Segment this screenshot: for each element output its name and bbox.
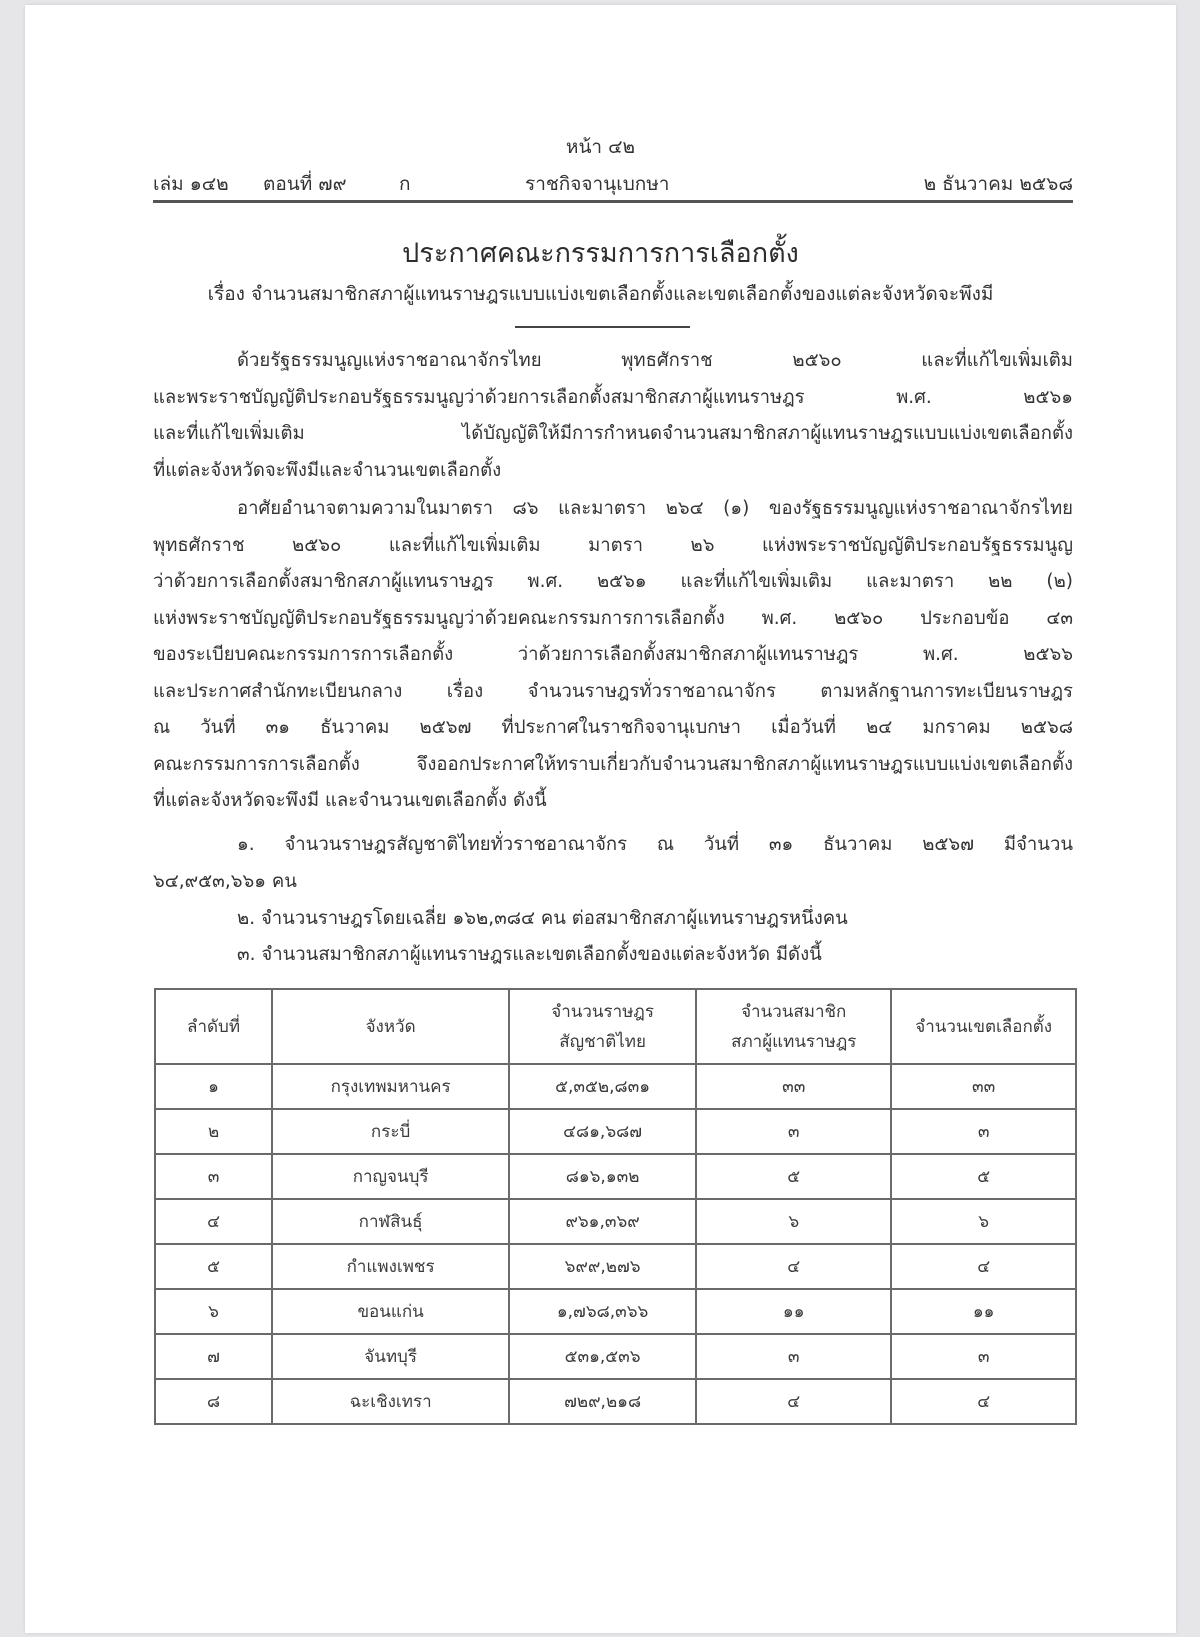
col-header-province: จังหวัด — [272, 989, 509, 1064]
page-number: หน้า ๔๒ — [565, 136, 636, 158]
volume-label: เล่ม ๑๔๒ — [153, 173, 229, 195]
text-line: คณะกรรมการการเลือกตั้ง จึงออกประกาศให้ทราบเกี่ยวกับจำนวนสมาชิกสภาผู้แทนราษฎรแบบแบ่งเขตเลือกตั้ง — [153, 753, 1073, 775]
text-line: และประกาศสำนักทะเบียนกลาง เรื่อง จำนวนราษฎรทั่วราชอาณาจักร ตามหลักฐานการทะเบียนราษฎร — [153, 680, 1073, 702]
cell-province: กรุงเทพมหานคร — [272, 1064, 509, 1109]
cell-districts: ๖ — [891, 1199, 1076, 1244]
gazette-header — [153, 169, 1073, 203]
cell-order: ๓ — [155, 1154, 272, 1199]
cell-districts: ๑๑ — [891, 1289, 1076, 1334]
cell-population: ๕๓๑,๕๓๖ — [509, 1334, 696, 1379]
document-subject: เรื่อง จำนวนสมาชิกสภาผู้แทนราษฎรแบบแบ่งเขตเลือกตั้งและเขตเลือกตั้งของแต่ละจังหวัดจะพึงมี — [207, 283, 994, 305]
col-header-districts: จำนวนเขตเลือกตั้ง — [891, 989, 1076, 1064]
section-label: ก — [399, 173, 411, 195]
cell-order: ๑ — [155, 1064, 272, 1109]
col-header-population: จำนวนราษฎร สัญชาติไทย — [509, 989, 696, 1064]
cell-districts: ๔ — [891, 1244, 1076, 1289]
text-line: อาศัยอำนาจตามความในมาตรา ๘๖ และมาตรา ๒๖๔ (๑) ของรัฐธรรมนูญแห่งราชอาณาจักรไทย — [237, 498, 1073, 519]
province-table — [154, 988, 1077, 1425]
cell-districts: ๔ — [891, 1379, 1076, 1424]
cell-province: ขอนแก่น — [272, 1289, 509, 1334]
text-line: ว่าด้วยการเลือกตั้งสมาชิกสภาผู้แทนราษฎร พ.ศ. ๒๕๖๑ และที่แก้ไขเพิ่มเติม และมาตรา ๒๒ (๒) — [153, 571, 1073, 592]
issue-label: ตอนที่ ๗๙ — [263, 173, 347, 195]
cell-population: ๔๘๑,๖๘๗ — [509, 1109, 696, 1154]
cell-mps: ๕ — [696, 1154, 891, 1199]
text-line: แห่งพระราชบัญญัติประกอบรัฐธรรมนูญว่าด้วยคณะกรรมการการเลือกตั้ง พ.ศ. ๒๕๖๐ ประกอบข้อ ๔๓ — [153, 607, 1073, 629]
paragraph-2 — [153, 491, 1073, 820]
cell-order: ๔ — [155, 1199, 272, 1244]
table-row — [155, 1289, 1076, 1334]
cell-population: ๑,๗๖๘,๓๖๖ — [509, 1289, 696, 1334]
cell-mps: ๖ — [696, 1199, 891, 1244]
publication-name: ราชกิจจานุเบกษา — [525, 173, 670, 195]
cell-province: กาญจนบุรี — [272, 1154, 509, 1199]
text-line: และพระราชบัญญัติประกอบรัฐธรรมนูญว่าด้วยการเลือกตั้งสมาชิกสภาผู้แทนราษฎร พ.ศ. ๒๕๖๑ — [153, 386, 1073, 408]
cell-districts: ๓๓ — [891, 1064, 1076, 1109]
cell-mps: ๓๓ — [696, 1064, 891, 1109]
cell-population: ๗๒๙,๒๑๘ — [509, 1379, 696, 1424]
table-row — [155, 1334, 1076, 1379]
cell-order: ๘ — [155, 1379, 272, 1424]
cell-order: ๗ — [155, 1334, 272, 1379]
paragraph-1 — [153, 343, 1073, 489]
cell-order: ๖ — [155, 1289, 272, 1334]
text-line: ของระเบียบคณะกรรมการการเลือกตั้ง ว่าด้วยการเลือกตั้งสมาชิกสภาผู้แทนราษฎร พ.ศ. ๒๕๖๖ — [153, 644, 1073, 665]
text-line: ด้วยรัฐธรรมนูญแห่งราชอาณาจักรไทย พุทธศักราช ๒๕๖๐ และที่แก้ไขเพิ่มเติม — [237, 350, 1073, 371]
col-header-mps: จำนวนสมาชิก สภาผู้แทนราษฎร — [696, 989, 891, 1064]
text-line: พุทธศักราช ๒๕๖๐ และที่แก้ไขเพิ่มเติม มาตรา ๒๖ แห่งพระราชบัญญัติประกอบรัฐธรรมนูญ — [153, 534, 1073, 556]
cell-mps: ๑๑ — [696, 1289, 891, 1334]
cell-province: กระบี่ — [272, 1109, 509, 1154]
text-line: ที่แต่ละจังหวัดจะพึงมี และจำนวนเขตเลือกตั้ง ดังนี้ — [153, 790, 547, 811]
cell-mps: ๔ — [696, 1379, 891, 1424]
cell-mps: ๓ — [696, 1334, 891, 1379]
cell-districts: ๕ — [891, 1154, 1076, 1199]
document-title: ประกาศคณะกรรมการการเลือกตั้ง — [402, 238, 799, 269]
cell-districts: ๓ — [891, 1109, 1076, 1154]
title-divider — [515, 326, 690, 328]
cell-population: ๖๙๙,๒๗๖ — [509, 1244, 696, 1289]
table-row — [155, 1154, 1076, 1199]
cell-province: กำแพงเพชร — [272, 1244, 509, 1289]
item-1 — [153, 827, 1073, 900]
text-line: ๓. จำนวนสมาชิกสภาผู้แทนราษฎรและเขตเลือกตั้งของแต่ละจังหวัด มีดังนี้ — [237, 944, 822, 965]
cell-districts: ๓ — [891, 1334, 1076, 1379]
cell-province: ฉะเชิงเทรา — [272, 1379, 509, 1424]
table-row — [155, 1109, 1076, 1154]
cell-population: ๕,๓๕๒,๘๓๑ — [509, 1064, 696, 1109]
cell-order: ๒ — [155, 1109, 272, 1154]
table-row — [155, 1379, 1076, 1424]
publication-date: ๒ ธันวาคม ๒๕๖๘ — [923, 173, 1073, 195]
col-header-order: ลำดับที่ — [155, 989, 272, 1064]
document-page — [25, 5, 1176, 1633]
cell-population: ๙๖๑,๓๖๙ — [509, 1199, 696, 1244]
average-population: ๒. จำนวนราษฎรโดยเฉลี่ย ๑๖๒,๓๘๔ คน ต่อสมาชิกสภาผู้แทนราษฎรหนึ่งคน — [237, 908, 848, 929]
cell-mps: ๓ — [696, 1109, 891, 1154]
text-line: ที่แต่ละจังหวัดจะพึงมีและจำนวนเขตเลือกตั้ง — [153, 459, 502, 481]
item-3 — [153, 937, 1073, 974]
cell-mps: ๔ — [696, 1244, 891, 1289]
text-line: ณ วันที่ ๓๑ ธันวาคม ๒๕๖๗ ที่ประกาศในราชกิจจานุเบกษา เมื่อวันที่ ๒๔ มกราคม ๒๕๖๘ — [153, 717, 1073, 738]
cell-province: จันทบุรี — [272, 1334, 509, 1379]
cell-province: กาฬสินธุ์ — [272, 1199, 509, 1244]
table-row — [155, 1064, 1076, 1109]
cell-population: ๘๑๖,๑๓๒ — [509, 1154, 696, 1199]
text-line: ๑. จำนวนราษฎรสัญชาติไทยทั่วราชอาณาจักร ณ วันที่ ๓๑ ธันวาคม ๒๕๖๗ มีจำนวน — [237, 834, 1073, 855]
cell-order: ๕ — [155, 1244, 272, 1289]
table-row — [155, 1244, 1076, 1289]
item-2 — [153, 901, 1073, 938]
table-header-row — [155, 989, 1076, 1064]
table-row — [155, 1199, 1076, 1244]
total-population: ๖๔,๙๕๓,๖๖๑ คน — [153, 870, 297, 892]
text-line: และที่แก้ไขเพิ่มเติม ได้บัญญัติให้มีการกำหนดจำนวนสมาชิกสภาผู้แทนราษฎรแบบแบ่งเขตเลือกตั้ง — [153, 423, 1073, 444]
